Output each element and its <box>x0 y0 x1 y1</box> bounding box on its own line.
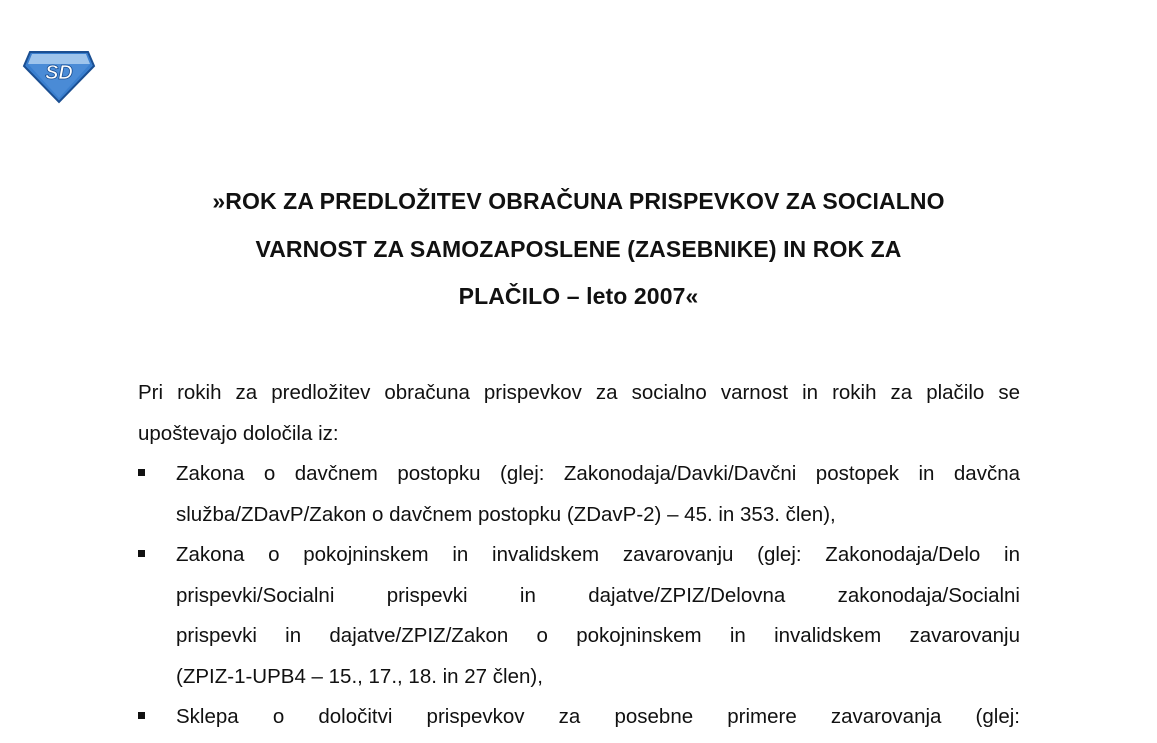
intro-line: Pri rokih za predložitev obračuna prispevkov za socialno varnost in rokih za plačilo se <box>138 381 1020 404</box>
list-item-line: prispevki in dajatve/ZPIZ/Zakon o pokojninskem in invalidskem zavarovanju <box>176 624 1020 647</box>
list-item <box>138 535 1020 697</box>
list-item-line: prispevki/Socialni prispevki in dajatve/ZPIZ/Delovna zakonodaja/Socialni <box>176 583 1020 607</box>
intro-paragraph <box>138 373 1020 454</box>
title-line: PLAČILO – leto 2007« <box>458 283 699 309</box>
document-title <box>120 178 1037 321</box>
list-item-line: (ZPIZ-1-UPB4 – 15., 17., 18. in 27 člen), <box>176 664 543 688</box>
document-body <box>138 373 1020 738</box>
title-line: VARNOST ZA SAMOZAPOSLENE (ZASEBNIKE) IN ROK ZA <box>255 235 902 262</box>
list-item-line: služba/ZDavP/Zakon o davčnem postopku (ZDavP-2) – 45. in 353. člen), <box>176 502 836 526</box>
list-item-line: Sklepa o določitvi prispevkov za posebne primere zavarovanja (glej: <box>176 705 1020 728</box>
sd-logo <box>22 48 96 104</box>
list-item-line: Zakona o davčnem postopku (glej: Zakonodaja/Davki/Davčni postopek in davčna <box>176 462 1020 485</box>
square-bullet-icon <box>138 550 145 557</box>
square-bullet-icon <box>138 712 145 719</box>
logo-lettering: SD <box>45 62 73 84</box>
intro-line: upoštevajo določila iz: <box>138 421 339 445</box>
diamond-shield-logo-icon <box>22 48 96 104</box>
title-line: »ROK ZA PREDLOŽITEV OBRAČUNA PRISPEVKOV ZA SOCIALNO <box>212 188 945 214</box>
list-item <box>138 697 1020 738</box>
square-bullet-icon <box>138 469 145 476</box>
regulation-list <box>138 454 1020 738</box>
list-item <box>138 454 1020 535</box>
list-item-line: Zakona o pokojninskem in invalidskem zavarovanju (glej: Zakonodaja/Delo in <box>176 543 1020 566</box>
